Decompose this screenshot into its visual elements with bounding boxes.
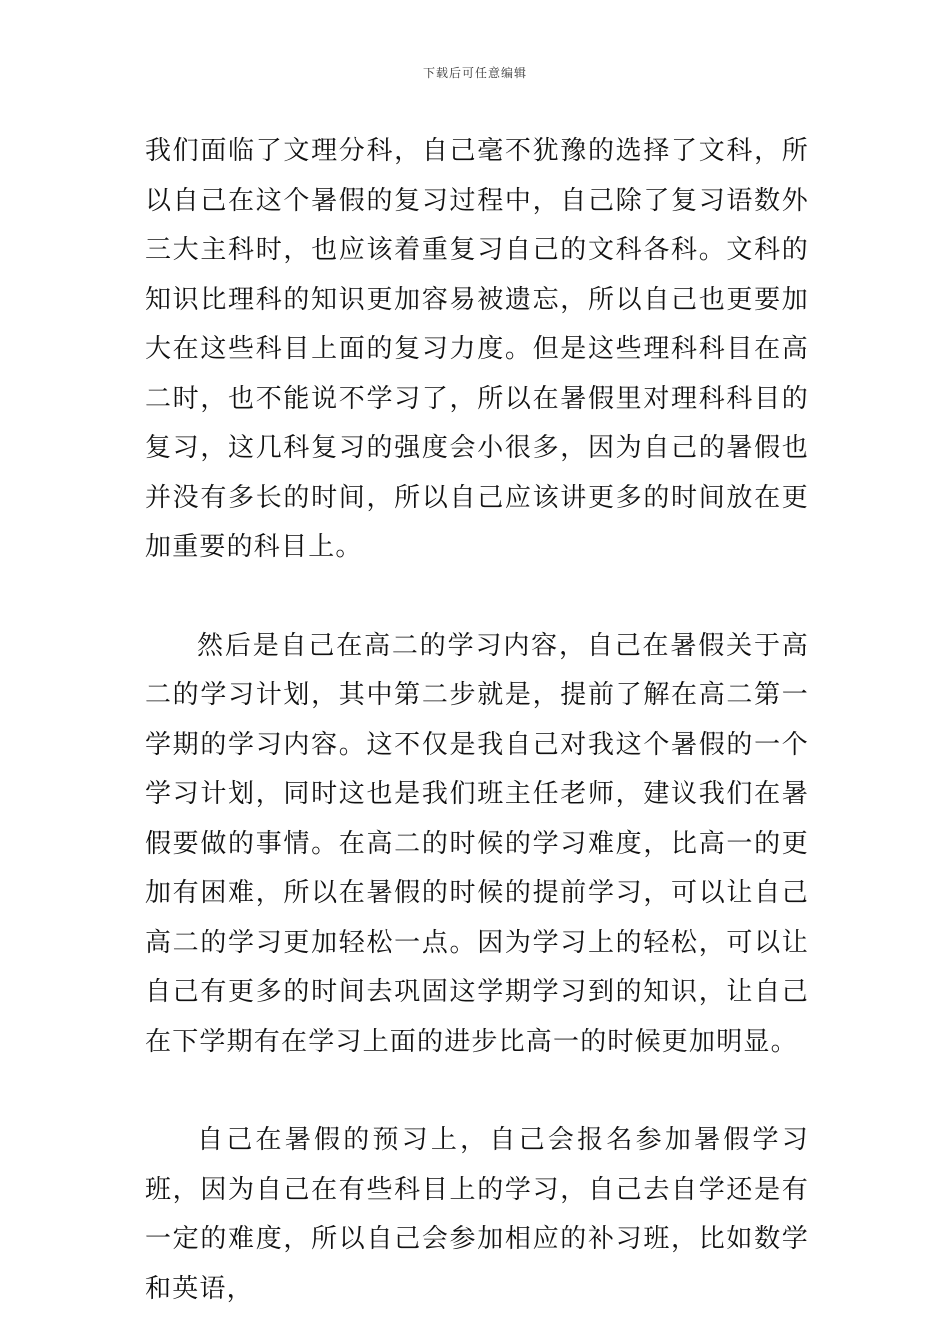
paragraph-1: 我们面临了文理分科，自己毫不犹豫的选择了文科，所以自己在这个暑假的复习过程中，自己除了复习语数外三大主科时，也应该着重复习自己的文科各科。文科的知识比理科的知识更加容易被遗忘，所以自己也更要加大在这些科目上面的复习力度。但是这些理科科目在高二时，也不能说不学习了，所以在暑假里对理科科目的复习，这几科复习的强度会小很多，因为自己的暑假也并没有多长的时间，所以自己应该讲更多的时间放在更加重要的科目上。 [145,136,809,562]
paragraph-2: 然后是自己在高二的学习内容，自己在暑假关于高二的学习计划，其中第二步就是，提前了解在高二第一学期的学习内容。这不仅是我自己对我这个暑假的一个学习计划，同时这也是我们班主任老师，建议我们在暑假要做的事情。在高二的时候的学习难度，比高一的更加有困难，所以在暑假的时候的提前学习，可以让自己高二的学习更加轻松一点。因为学习上的轻松，可以让自己有更多的时间去巩固这学期学习到的知识，让自己在下学期有在学习上面的进步比高一的时候更加明显。 [145,630,809,1057]
document-body [145,127,809,1314]
page-header: 下载后可任意编辑 [422,66,527,80]
paragraph-3: 自己在暑假的预习上，自己会报名参加暑假学习班，因为自己在有些科目上的学习，自己去自学还是有一定的难度，所以自己会参加相应的补习班，比如数学和英语， [145,1125,809,1304]
